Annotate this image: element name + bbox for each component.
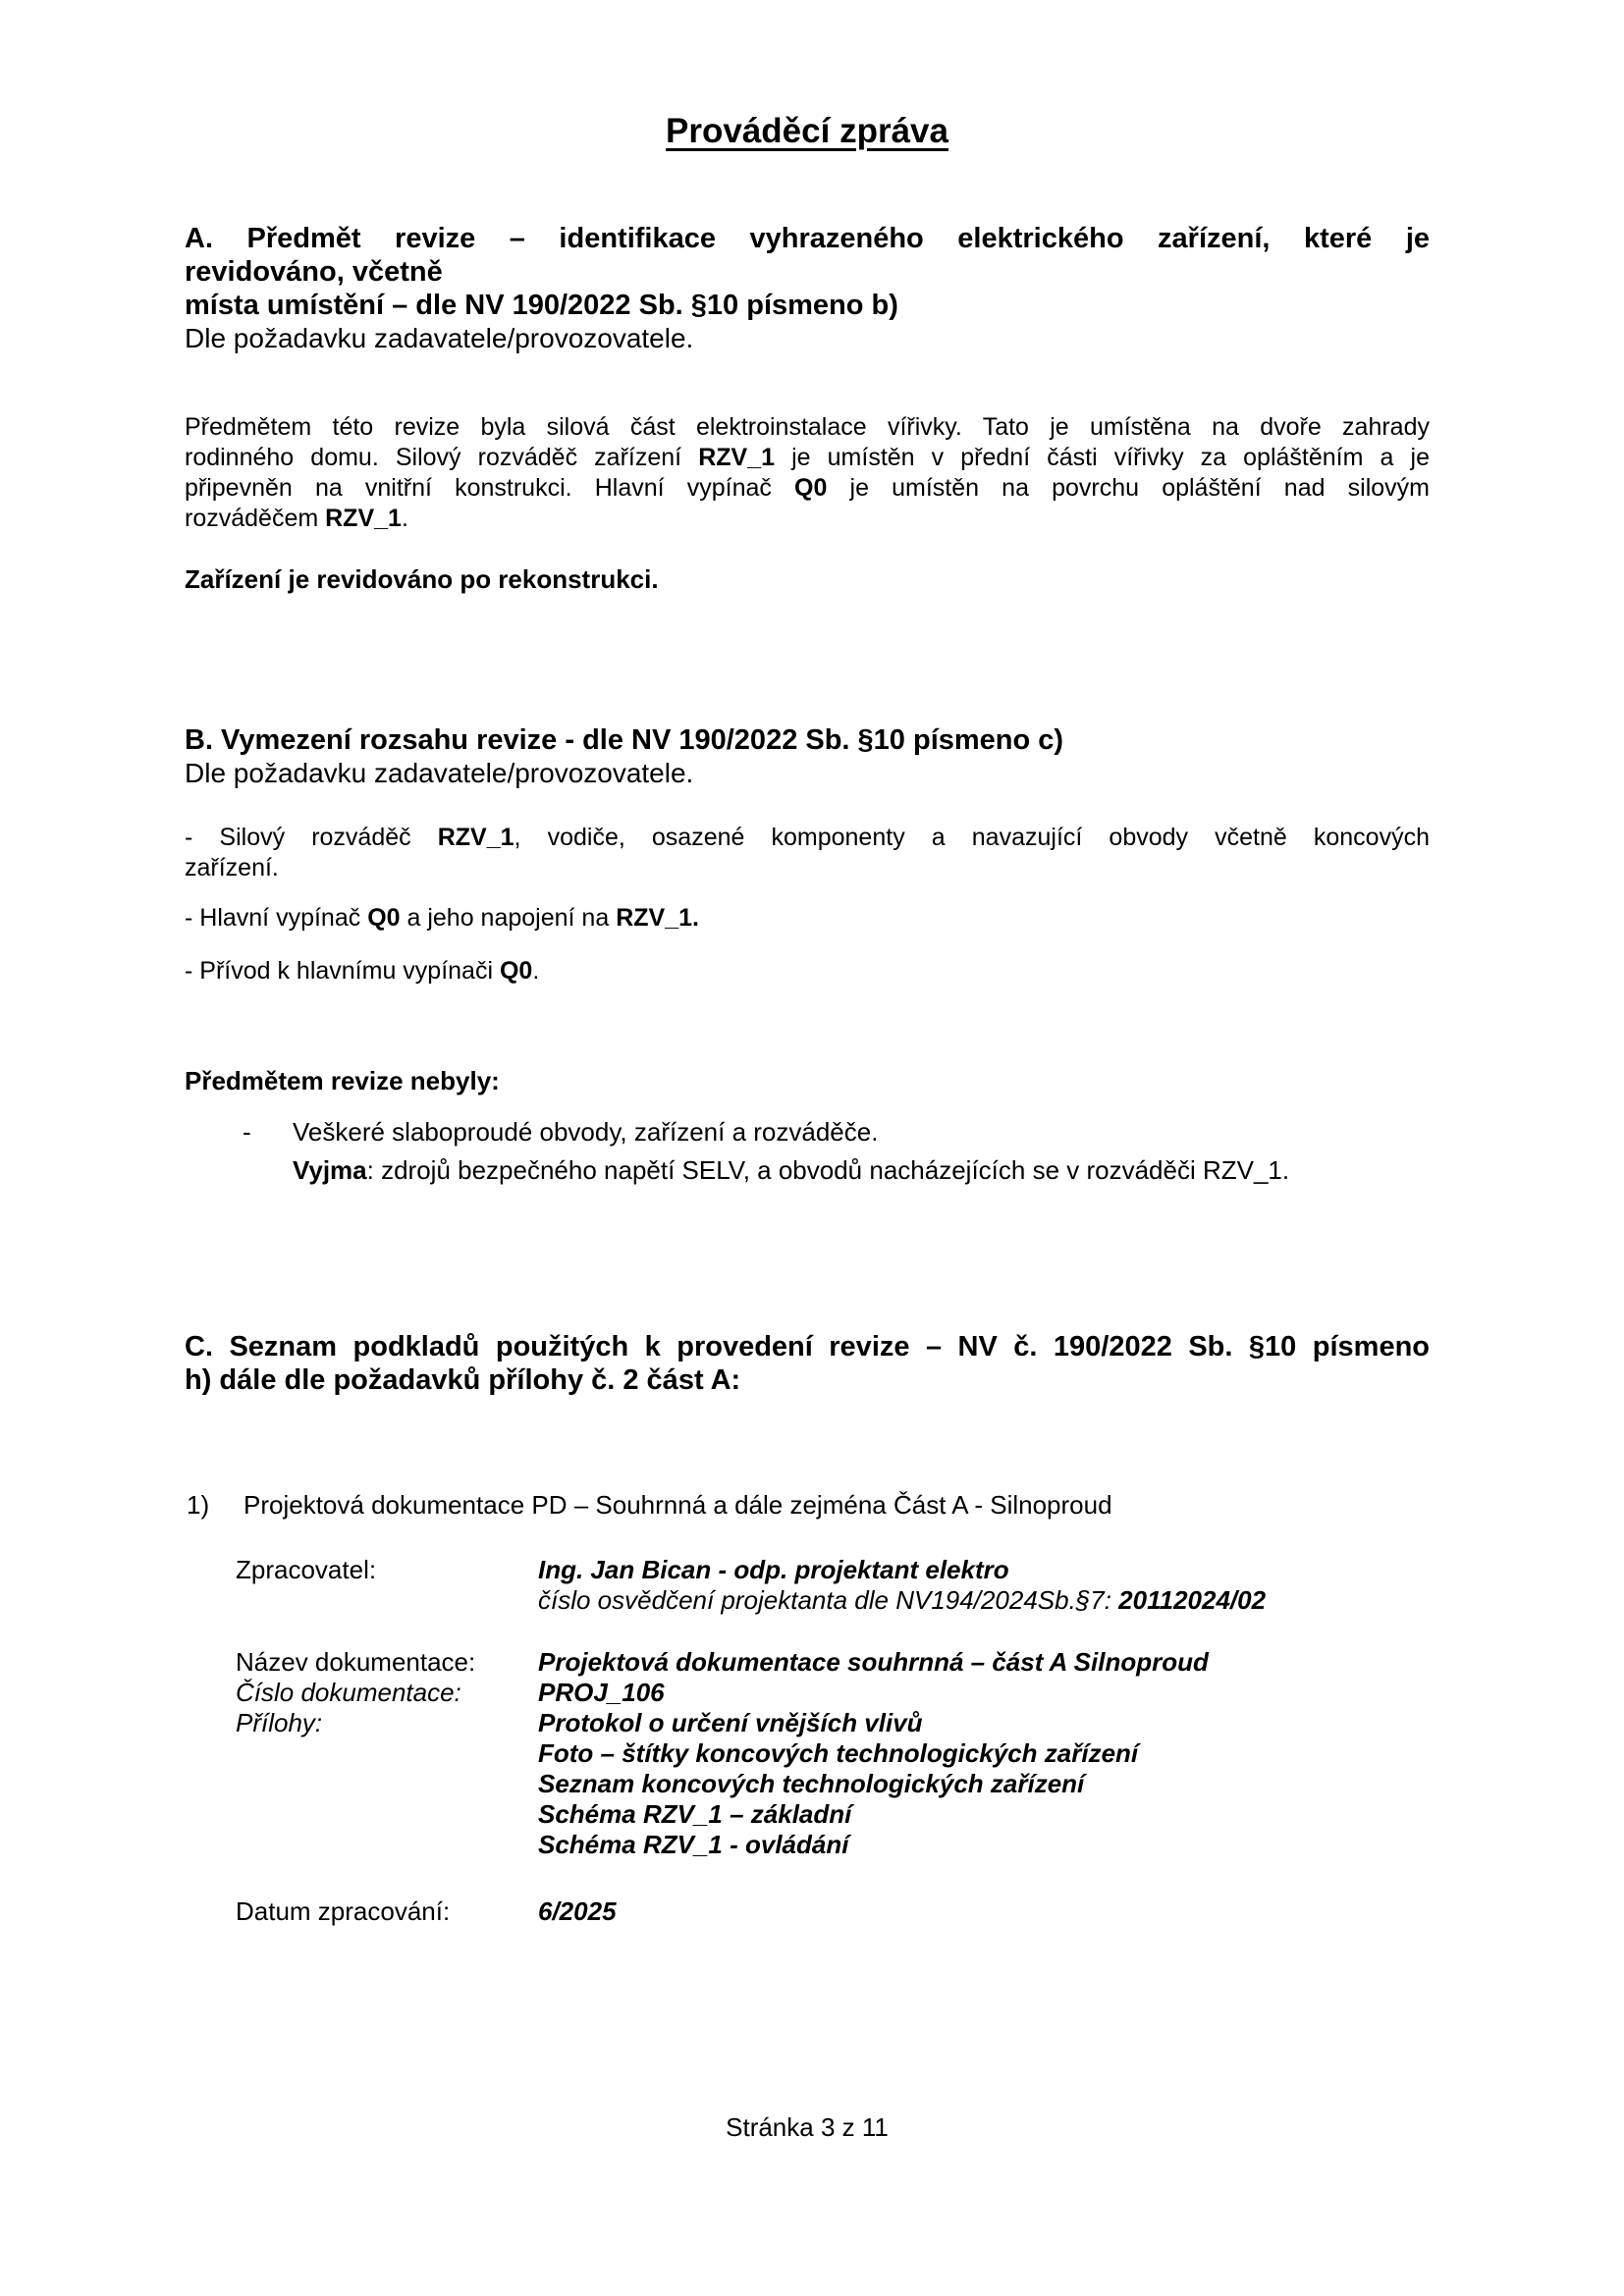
excluded-exception: Vyjma: zdrojů bezpečného napětí SELV, a obvodů nacházejících se v rozváděči RZV_1. bbox=[293, 1155, 1290, 1185]
page-number: Stránka 3 z 11 bbox=[726, 2112, 889, 2142]
section-c-heading-line1: C. Seznam podkladů použitých k provedení revize – NV č. 190/2022 Sb. §10 písmeno bbox=[185, 1331, 1430, 1362]
section-b-heading-line: B. Vymezení rozsahu revize - dle NV 190/2022 Sb. §10 písmeno c) bbox=[185, 724, 1064, 756]
bullet-dash: - bbox=[243, 1117, 251, 1147]
scope-item: - Hlavní vypínač Q0 a jeho napojení na RZV_1. bbox=[185, 904, 699, 932]
priloha-item: Foto – štítky koncových technologických zařízení bbox=[538, 1738, 1139, 1768]
section-c-heading bbox=[185, 1330, 1430, 1397]
section-b-subheading: Dle požadavku zadavatele/provozovatele. bbox=[185, 758, 694, 788]
priloha-item: Seznam koncových technologických zařízení bbox=[538, 1769, 1085, 1798]
section-c-heading-line2: h) dále dle požadavků přílohy č. 2 část A: bbox=[185, 1364, 741, 1396]
scope-item bbox=[185, 823, 1430, 883]
list-item-number: 1) bbox=[187, 1490, 210, 1520]
cislo-dokumentace-label: Číslo dokumentace: bbox=[236, 1678, 461, 1707]
paragraph-line: Předmětem této revize byla silová část elektroinstalace vířivky. Tato je umístěna na dvoře zahrady bbox=[185, 413, 1430, 441]
scope-item-line: zařízení. bbox=[185, 854, 279, 881]
scope-item: - Přívod k hlavnímu vypínači Q0. bbox=[185, 957, 540, 985]
zpracovatel-label: Zpracovatel: bbox=[236, 1555, 377, 1584]
prilohy-label: Přílohy: bbox=[236, 1708, 323, 1737]
excluded-bullet-text: Veškeré slaboproudé obvody, zařízení a rozváděče. bbox=[293, 1117, 879, 1147]
priloha-item: Schéma RZV_1 – základní bbox=[538, 1799, 852, 1829]
paragraph-line: připevněn na vnitřní konstrukci. Hlavní vypínač Q0 je umístěn na povrchu opláštění nad silovým bbox=[185, 474, 1430, 502]
scope-item-line: - Silový rozváděč RZV_1, vodiče, osazené komponenty a navazující obvody včetně koncových bbox=[185, 824, 1430, 851]
nazev-dokumentace-value: Projektová dokumentace souhrnná – část A Silnoproud bbox=[538, 1647, 1209, 1677]
section-a-heading-line2: revidováno, včetně bbox=[185, 256, 443, 288]
paragraph-line: rodinného domu. Silový rozváděč zařízení RZV_1 je umístěn v přední části vířivky za opláštěním a je bbox=[185, 444, 1430, 471]
excluded-heading: Předmětem revize nebyly: bbox=[185, 1066, 500, 1095]
section-a-paragraph bbox=[185, 412, 1430, 534]
zpracovatel-certificate: číslo osvědčení projektanta dle NV194/2024Sb.§7: 20112024/02 bbox=[538, 1585, 1267, 1615]
list-item-text: Projektová dokumentace PD – Souhrnná a dále zejména Část A - Silnoproud bbox=[244, 1490, 1112, 1520]
section-a-subheading: Dle požadavku zadavatele/provozovatele. bbox=[185, 323, 694, 353]
section-b-heading bbox=[185, 723, 1430, 790]
priloha-item: Schéma RZV_1 - ovládání bbox=[538, 1830, 849, 1859]
section-a-heading-line3: místa umístění – dle NV 190/2022 Sb. §10 písmeno b) bbox=[185, 290, 898, 321]
section-a-note: Zařízení je revidováno po rekonstrukci. bbox=[185, 564, 659, 594]
section-a-heading-line1: A. Předmět revize – identifikace vyhrazeného elektrického zařízení, které je bbox=[185, 223, 1430, 254]
cislo-dokumentace-value: PROJ_106 bbox=[538, 1678, 665, 1707]
datum-zpracovani-label: Datum zpracování: bbox=[236, 1896, 451, 1926]
zpracovatel-value: Ing. Jan Bican - odp. projektant elektro bbox=[538, 1555, 1009, 1584]
priloha-item: Protokol o určení vnějších vlivů bbox=[538, 1708, 923, 1737]
paragraph-line: rozváděčem RZV_1. bbox=[185, 505, 408, 532]
nazev-dokumentace-label: Název dokumentace: bbox=[236, 1647, 476, 1677]
section-a-heading bbox=[185, 222, 1430, 355]
page-title: Prováděcí zpráva bbox=[666, 112, 948, 150]
datum-zpracovani-value: 6/2025 bbox=[538, 1896, 617, 1926]
